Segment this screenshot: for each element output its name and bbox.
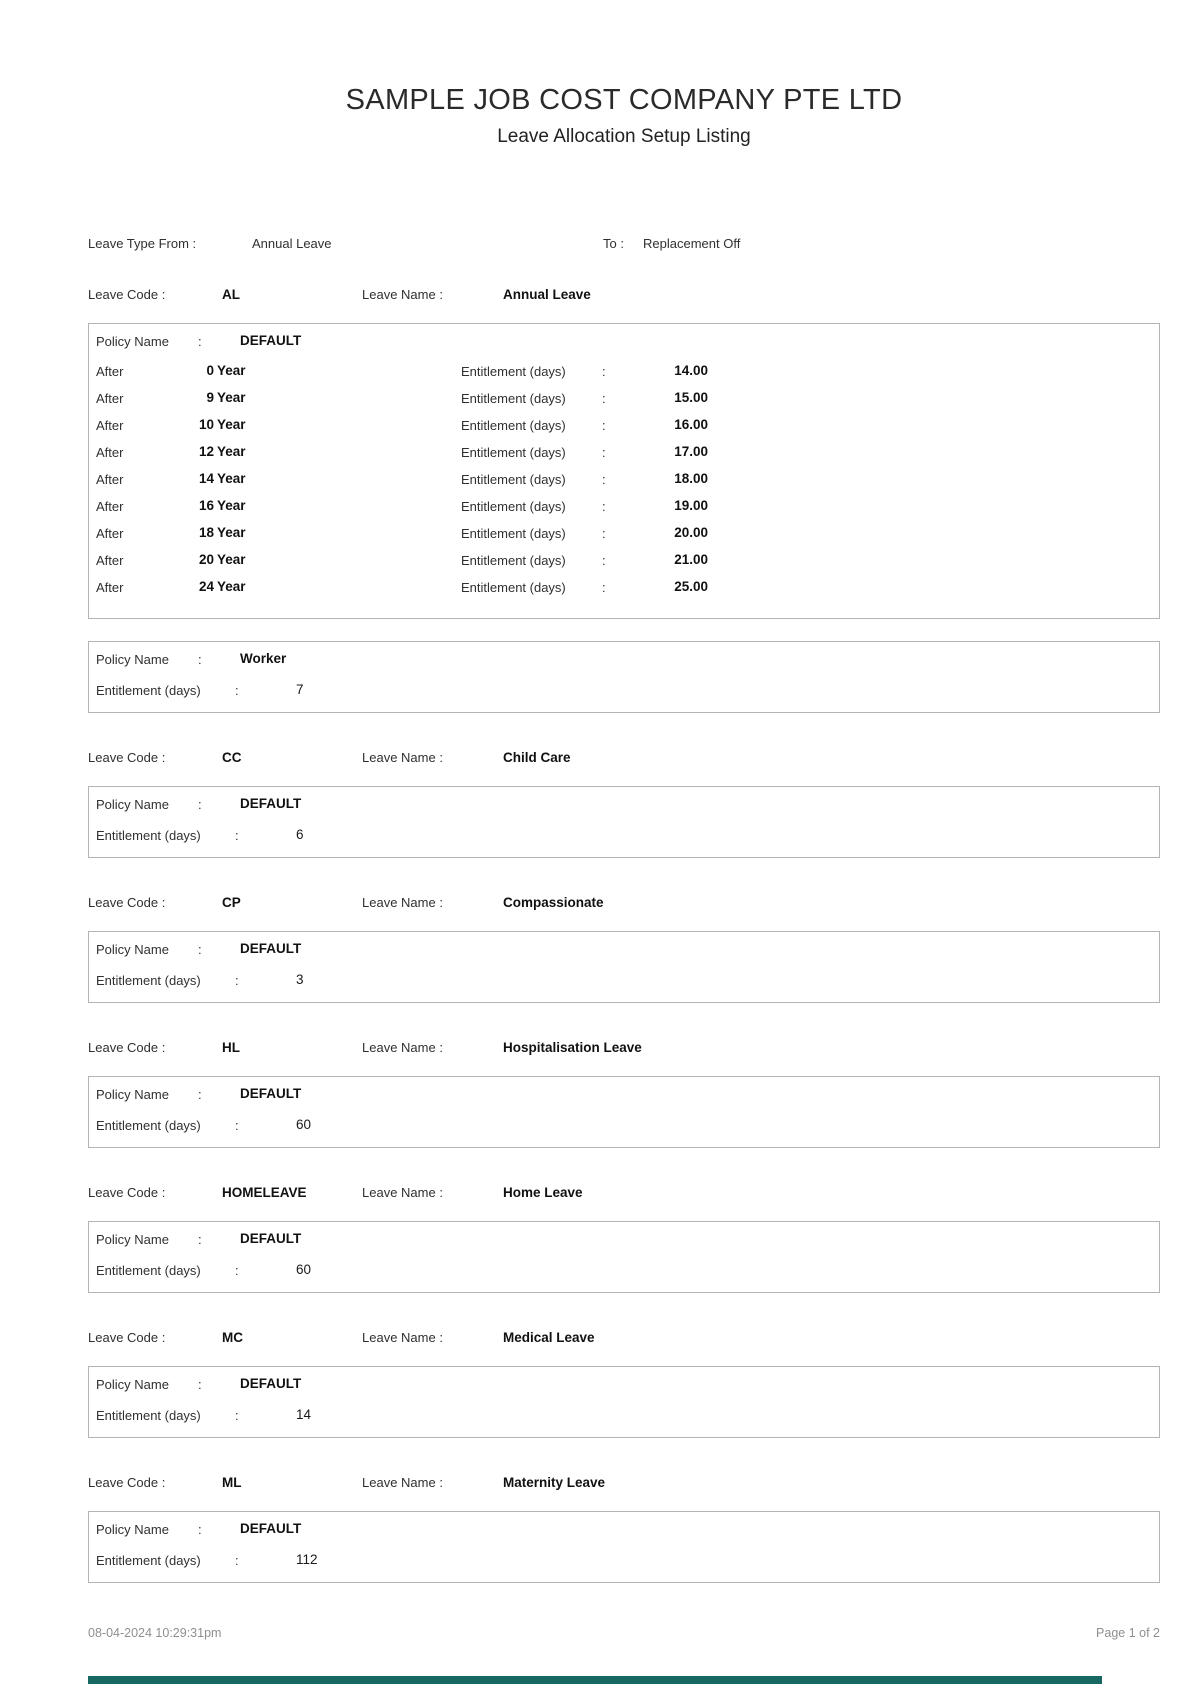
after-label: After [96,526,124,541]
policy-name-label: Policy Name [96,1232,169,1247]
after-label: After [96,391,124,406]
leave-code-label: Leave Code : [88,1330,166,1345]
policy-name-line [96,1231,1159,1249]
entitlement-label: Entitlement (days) [461,526,566,541]
entitlement-colon: : [235,683,239,698]
after-label: After [96,499,124,514]
tier-row [96,574,1159,601]
entitlement-label: Entitlement (days) [461,472,566,487]
leave-type-section [88,895,1160,1003]
leave-type-section [88,1330,1160,1438]
tier-row [96,385,1159,412]
policy-name-colon: : [198,797,202,812]
after-label: After [96,580,124,595]
entitlement-value: 21.00 [674,552,708,567]
footer-page-number: Page 1 of 2 [1096,1626,1160,1640]
entitlement-colon: : [602,364,606,379]
leave-name-label: Leave Name : [362,1330,443,1345]
leave-type-section [88,1475,1160,1583]
tier-row [96,439,1159,466]
policy-name-colon: : [198,942,202,957]
entitlement-colon: : [602,499,606,514]
after-label: After [96,364,124,379]
entitlement-label: Entitlement (days) [461,391,566,406]
leave-code-value: HL [222,1040,240,1055]
policy-name-value: DEFAULT [240,941,302,956]
leave-code-value: HOMELEAVE [222,1185,307,1200]
after-years-value: 12 [198,444,214,459]
year-suffix-label: Year [217,579,246,594]
leave-type-section [88,1185,1160,1293]
entitlement-colon: : [235,973,239,988]
policy-name-label: Policy Name [96,797,169,812]
policy-box [88,323,1160,619]
leave-name-label: Leave Name : [362,1475,443,1490]
policy-name-label: Policy Name [96,942,169,957]
policy-box [88,786,1160,858]
leave-type-to-value: Replacement Off [643,236,741,251]
entitlement-label: Entitlement (days) [461,553,566,568]
after-years-value: 14 [198,471,214,486]
policy-name-value: DEFAULT [240,1376,302,1391]
tier-row [96,358,1159,385]
leave-name-value: Child Care [503,750,571,765]
entitlement-colon: : [235,1263,239,1278]
entitlement-colon: : [602,553,606,568]
policy-name-value: DEFAULT [240,1086,302,1101]
entitlement-value: 20.00 [674,525,708,540]
footer-timestamp: 08-04-2024 10:29:31pm [88,1626,222,1640]
policy-name-line [96,1376,1159,1394]
leave-code-row [88,1185,1160,1201]
leave-name-value: Compassionate [503,895,604,910]
policy-name-label: Policy Name [96,1522,169,1537]
policy-box [88,1366,1160,1438]
leave-name-label: Leave Name : [362,287,443,302]
entitlement-label: Entitlement (days) [96,1263,201,1278]
report-footer [88,1626,1160,1640]
tier-row [96,412,1159,439]
leave-type-from-value: Annual Leave [252,236,332,251]
after-years-value: 24 [198,579,214,594]
entitlement-value: 112 [296,1552,318,1567]
leave-code-row [88,1475,1160,1491]
leave-code-label: Leave Code : [88,750,166,765]
year-suffix-label: Year [217,552,246,567]
policy-name-value: DEFAULT [240,333,302,348]
after-years-value: 20 [198,552,214,567]
entitlement-value: 60 [296,1262,312,1277]
entitlement-value: 15.00 [674,390,708,405]
after-label: After [96,418,124,433]
entitlement-line [96,1117,1159,1135]
entitlement-colon: : [602,580,606,595]
entitlement-colon: : [235,1118,239,1133]
entitlement-value: 16.00 [674,417,708,432]
entitlement-label: Entitlement (days) [96,683,201,698]
entitlement-value: 14.00 [674,363,708,378]
leave-code-label: Leave Code : [88,1040,166,1055]
leave-code-value: CP [222,895,241,910]
entitlement-value: 60 [296,1117,312,1132]
after-label: After [96,445,124,460]
year-suffix-label: Year [217,444,246,459]
policy-box [88,1076,1160,1148]
entitlement-colon: : [602,391,606,406]
entitlement-value: 3 [296,972,304,987]
entitlement-line [96,1552,1159,1570]
leave-name-value: Annual Leave [503,287,591,302]
policy-name-value: Worker [240,651,287,666]
leave-name-label: Leave Name : [362,750,443,765]
entitlement-colon: : [602,445,606,460]
after-label: After [96,472,124,487]
entitlement-line [96,972,1159,990]
after-years-value: 16 [198,498,214,513]
tier-row [96,466,1159,493]
policy-name-colon: : [198,1232,202,1247]
leave-code-row [88,895,1160,911]
sections [88,287,1160,1583]
leave-name-value: Medical Leave [503,1330,595,1345]
entitlement-colon: : [602,418,606,433]
leave-code-row [88,287,1160,303]
year-suffix-label: Year [217,471,246,486]
entitlement-label: Entitlement (days) [96,1408,201,1423]
leave-code-row [88,750,1160,766]
leave-code-label: Leave Code : [88,895,166,910]
policy-box [88,1511,1160,1583]
entitlement-line [96,682,1159,700]
leave-type-from-label: Leave Type From : [88,236,197,251]
leave-type-section [88,750,1160,858]
leave-code-label: Leave Code : [88,287,166,302]
report-subtitle: Leave Allocation Setup Listing [497,126,751,147]
year-suffix-label: Year [217,498,246,513]
entitlement-label: Entitlement (days) [461,445,566,460]
policy-name-value: DEFAULT [240,1521,302,1536]
policy-name-colon: : [198,1087,202,1102]
entitlement-colon: : [602,472,606,487]
entitlement-line [96,1262,1159,1280]
entitlement-label: Entitlement (days) [96,1118,201,1133]
tier-row [96,493,1159,520]
entitlement-line [96,827,1159,845]
entitlement-value: 7 [296,682,304,697]
leave-name-label: Leave Name : [362,1040,443,1055]
leave-name-value: Maternity Leave [503,1475,606,1490]
company-title: SAMPLE JOB COST COMPANY PTE LTD [345,84,903,116]
leave-name-label: Leave Name : [362,1185,443,1200]
entitlement-label: Entitlement (days) [96,1553,201,1568]
leave-code-label: Leave Code : [88,1475,166,1490]
filter-row [88,236,1160,252]
policy-name-label: Policy Name [96,1087,169,1102]
entitlement-value: 17.00 [674,444,708,459]
entitlement-value: 6 [296,827,304,842]
year-suffix-label: Year [217,525,246,540]
entitlement-label: Entitlement (days) [461,418,566,433]
policy-name-line [96,651,1159,669]
after-years-value: 18 [198,525,214,540]
year-suffix-label: Year [217,363,246,378]
year-suffix-label: Year [217,417,246,432]
policy-name-colon: : [198,652,202,667]
year-suffix-label: Year [217,390,246,405]
entitlement-label: Entitlement (days) [96,973,201,988]
leave-code-value: AL [222,287,240,302]
entitlement-line [96,1407,1159,1425]
leave-code-value: ML [222,1475,242,1490]
policy-name-line [96,1086,1159,1104]
policy-name-colon: : [198,1377,202,1392]
entitlement-value: 19.00 [674,498,708,513]
policy-name-label: Policy Name [96,334,169,349]
after-years-value: 9 [206,390,214,405]
leave-code-value: MC [222,1330,243,1345]
leave-type-to-label: To : [603,236,624,251]
policy-name-value: DEFAULT [240,796,302,811]
after-years-value: 10 [198,417,214,432]
tier-row [96,520,1159,547]
entitlement-label: Entitlement (days) [96,828,201,843]
policy-name-line [96,796,1159,814]
policy-box [88,1221,1160,1293]
policy-box [88,641,1160,713]
report-page [88,0,1160,1583]
leave-code-value: CC [222,750,242,765]
entitlement-label: Entitlement (days) [461,364,566,379]
policy-name-line [96,1521,1159,1539]
policy-name-colon: : [198,1522,202,1537]
tier-row [96,547,1159,574]
after-label: After [96,553,124,568]
entitlement-value: 14 [296,1407,312,1422]
entitlement-value: 18.00 [674,471,708,486]
leave-name-value: Home Leave [503,1185,583,1200]
leave-name-label: Leave Name : [362,895,443,910]
entitlement-colon: : [602,526,606,541]
tier-rows [96,358,1159,618]
leave-code-row [88,1330,1160,1346]
policy-box [88,931,1160,1003]
entitlement-value: 25.00 [674,579,708,594]
entitlement-colon: : [235,828,239,843]
leave-name-value: Hospitalisation Leave [503,1040,642,1055]
entitlement-label: Entitlement (days) [461,580,566,595]
policy-name-line [96,333,1159,351]
policy-name-value: DEFAULT [240,1231,302,1246]
horizontal-scrollbar[interactable] [88,1676,1102,1684]
leave-code-label: Leave Code : [88,1185,166,1200]
policy-name-line [96,941,1159,959]
entitlement-colon: : [235,1553,239,1568]
policy-name-label: Policy Name [96,1377,169,1392]
entitlement-label: Entitlement (days) [461,499,566,514]
leave-type-section [88,1040,1160,1148]
leave-type-section [88,287,1160,713]
entitlement-colon: : [235,1408,239,1423]
policy-name-label: Policy Name [96,652,169,667]
policy-name-colon: : [198,334,202,349]
leave-code-row [88,1040,1160,1056]
after-years-value: 0 [206,363,214,378]
